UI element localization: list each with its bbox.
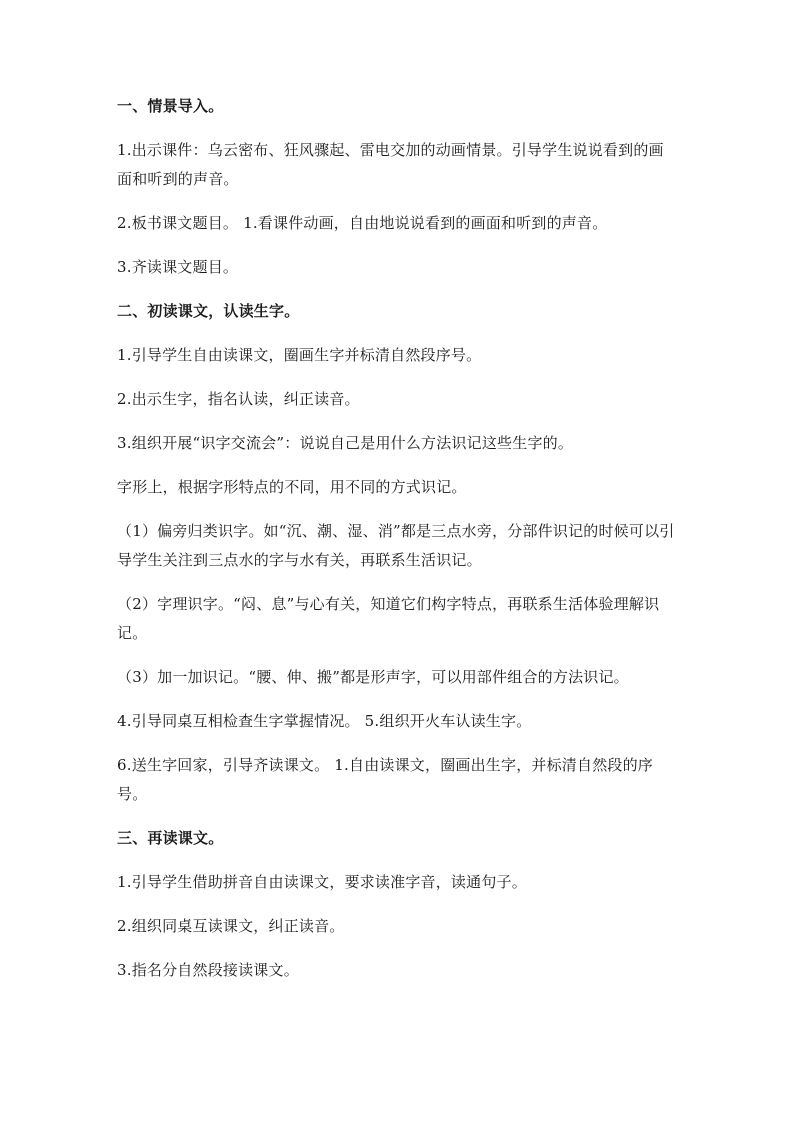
paragraph: 6.送生字回家，引导齐读课文。 1.自由读课文，圈画出生字，并标清自然段的序号。 — [117, 756, 653, 803]
paragraph: 4.引导同桌互相检查生字掌握情况。 5.组织开火车认读生字。 — [117, 712, 532, 730]
paragraph: 2.板书课文题目。 1.看课件动画，自由地说说看到的画面和听到的声音。 — [117, 214, 608, 232]
section-heading-3: 三、再读课文。 — [117, 829, 224, 847]
paragraph: 2.出示生字，指名认读，纠正读音。 — [117, 390, 360, 408]
paragraph: 1.引导学生自由读课文，圈画生字并标清自然段序号。 — [117, 346, 482, 364]
paragraph: （2）字理识字。“闷、息”与心有关，知道它们构字特点，再联系生活体验理解识记。 — [117, 595, 660, 642]
paragraph: （3）加一加识记。“腰、伸、搬”都是形声字，可以用部件组合的方法识记。 — [117, 668, 629, 686]
paragraph: 3.指名分自然段接读课文。 — [117, 961, 299, 979]
paragraph: 3.组织开展“识字交流会”：说说自己是用什么方法识记这些生字的。 — [117, 434, 574, 452]
section-heading-2: 二、初读课文，认读生字。 — [117, 302, 300, 320]
paragraph: 1.出示课件：乌云密布、狂风骤起、雷电交加的动画情景。引导学生说说看到的画面和听到的声音。 — [117, 141, 664, 188]
paragraph: 1.引导学生借助拼音自由读课文，要求读准字音，读通句子。 — [117, 873, 527, 891]
paragraph: 字形上，根据字形特点的不同，用不同的方式识记。 — [117, 478, 467, 496]
paragraph: （1）偏旁归类识字。如“沉、潮、湿、消”都是三点水旁，分部件识记的时候可以引导学生关注到三点水的字与水有关，再联系生活识记。 — [117, 522, 675, 569]
section-heading-1: 一、情景导入。 — [117, 97, 224, 115]
paragraph: 2.组织同桌互读课文，纠正读音。 — [117, 917, 345, 935]
document-page — [117, 92, 677, 1000]
paragraph: 3.齐读课文题目。 — [117, 258, 239, 276]
